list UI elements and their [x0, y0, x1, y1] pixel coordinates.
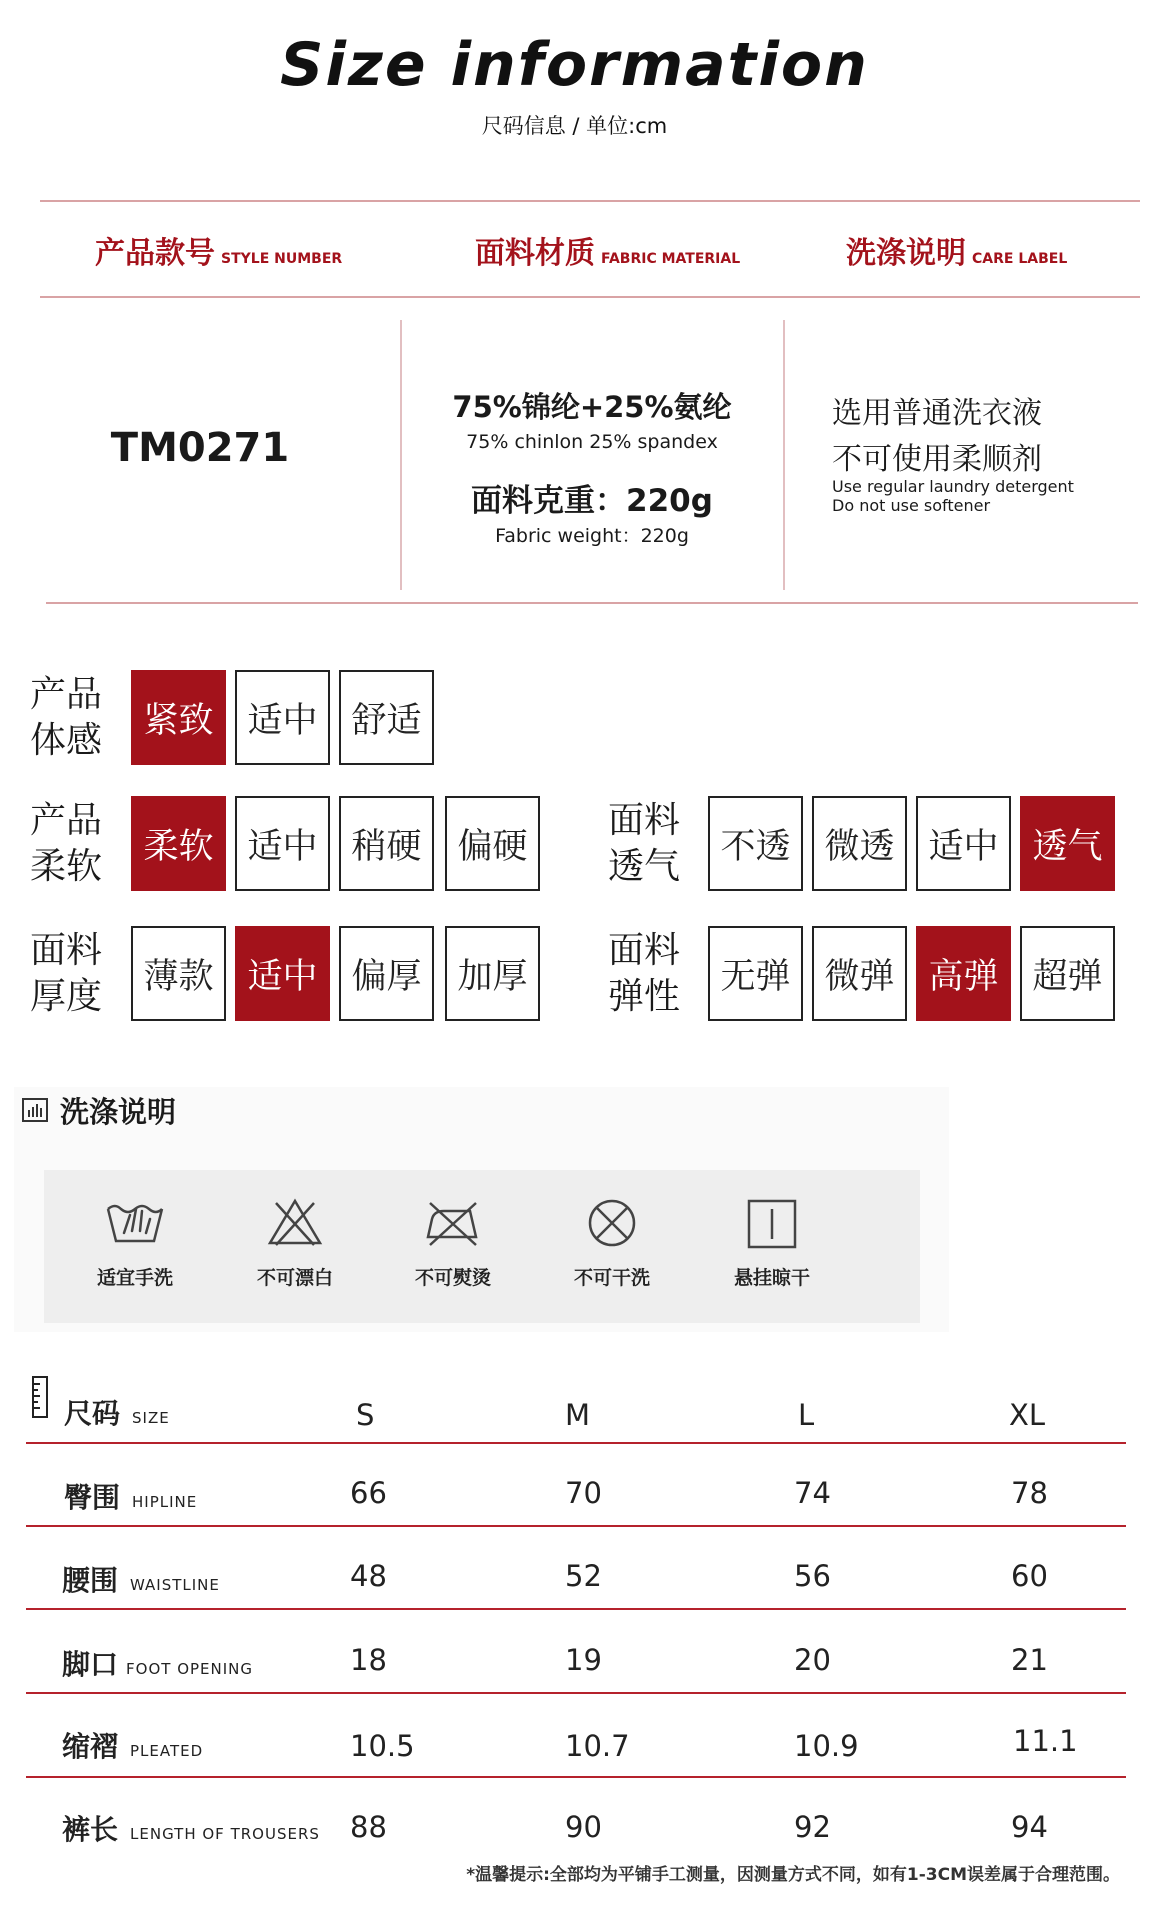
no-bleach-icon [262, 1195, 328, 1251]
fit-label-line2: 体感 [30, 720, 103, 761]
softness-option: 适中 [235, 796, 330, 891]
fit-option: 舒适 [339, 670, 434, 765]
table-divider [26, 1442, 1126, 1444]
table-divider [26, 1776, 1126, 1778]
no-iron-icon [420, 1195, 486, 1251]
thickness-option: 加厚 [445, 926, 540, 1021]
fabric-material-header [475, 228, 741, 271]
style-number-value: TM0271 [110, 425, 290, 471]
elasticity-label-line1: 面料 [608, 930, 681, 971]
measurement-note: *温馨提示:全部均为平铺手工测量，因测量方式不同，如有1-3CM误差属于合理范围。 [466, 1865, 1120, 1885]
breathability-option: 透气 [1020, 796, 1115, 891]
washing-item [65, 1195, 205, 1290]
washing-item [702, 1195, 842, 1290]
thickness-label [30, 928, 120, 1020]
softness-label-line1: 产品 [30, 800, 103, 841]
no-dry-clean-icon [579, 1195, 645, 1251]
care-line1-cn: 选用普通洗衣液 [832, 396, 1042, 431]
size-column-xl: XL [1009, 1398, 1046, 1432]
table-cell: 66 [350, 1476, 387, 1510]
no-dry-clean-label: 不可干洗 [573, 1267, 650, 1289]
hang-dry-label: 悬挂晾干 [733, 1267, 810, 1289]
row-label-en: FOOT OPENING [126, 1660, 254, 1678]
care-line2-en: Do not use softener [832, 496, 991, 515]
size-header [64, 1392, 170, 1432]
table-row-label [62, 1808, 320, 1848]
table-cell: 52 [565, 1559, 602, 1593]
thickness-option: 偏厚 [339, 926, 434, 1021]
fabric-weight-en: Fabric weight：220g [495, 525, 689, 547]
table-divider [26, 1525, 1126, 1527]
row-label-en: PLEATED [130, 1742, 204, 1760]
divider [40, 200, 1140, 202]
washing-item [383, 1195, 523, 1290]
table-row-label [62, 1559, 220, 1599]
softness-label [30, 798, 120, 890]
care-label-header [846, 228, 1068, 271]
hand-wash-icon [102, 1195, 168, 1251]
softness-option: 稍硬 [339, 796, 434, 891]
table-cell: 92 [794, 1810, 831, 1844]
fit-label-line1: 产品 [30, 674, 103, 715]
elasticity-option: 无弹 [708, 926, 803, 1021]
thickness-option: 适中 [235, 926, 330, 1021]
fabric-weight-cn: 面料克重：220g [471, 483, 713, 519]
table-cell: 78 [1011, 1476, 1048, 1510]
chart-icon-graphic [24, 1100, 46, 1120]
row-label-cn: 缩褶 [62, 1730, 119, 1763]
care-line2-cn: 不可使用柔顺剂 [832, 442, 1042, 477]
fabric-material-header-en: FABRIC MATERIAL [601, 251, 741, 267]
size-header-en: SIZE [132, 1409, 170, 1427]
washing-title: 洗涤说明 [60, 1095, 177, 1129]
no-iron-label: 不可熨烫 [414, 1267, 491, 1289]
table-cell: 21 [1011, 1643, 1048, 1677]
table-divider [26, 1692, 1126, 1694]
table-cell: 19 [565, 1643, 602, 1677]
style-number-header-cn: 产品款号 [95, 236, 215, 271]
fabric-material-header-cn: 面料材质 [475, 236, 595, 271]
softness-option: 偏硬 [445, 796, 540, 891]
elasticity-option: 高弹 [916, 926, 1011, 1021]
elasticity-label-line2: 弹性 [608, 976, 681, 1017]
elasticity-label [608, 928, 698, 1020]
washing-item [542, 1195, 682, 1290]
softness-option: 柔软 [131, 796, 226, 891]
care-label-header-en: CARE LABEL [972, 251, 1068, 267]
table-cell: 20 [794, 1643, 831, 1677]
style-number-header [95, 228, 343, 271]
fit-option: 适中 [235, 670, 330, 765]
thickness-option: 薄款 [131, 926, 226, 1021]
row-label-cn: 裤长 [62, 1813, 119, 1846]
table-cell: 10.7 [565, 1729, 630, 1763]
breathability-label-line1: 面料 [608, 800, 681, 841]
table-row-label [64, 1476, 197, 1516]
elasticity-option: 超弹 [1020, 926, 1115, 1021]
row-label-en: WAISTLINE [130, 1576, 220, 1594]
thickness-label-line2: 厚度 [30, 976, 103, 1017]
thickness-label-line1: 面料 [30, 930, 103, 971]
fabric-composition-en: 75% chinlon 25% spandex [466, 431, 718, 453]
table-cell: 88 [350, 1810, 387, 1844]
breathability-label [608, 798, 698, 890]
size-column-m: M [565, 1398, 591, 1432]
hang-dry-icon [739, 1195, 805, 1251]
table-cell: 60 [1011, 1559, 1048, 1593]
table-divider [26, 1608, 1126, 1610]
row-label-cn: 腰围 [62, 1564, 119, 1597]
fabric-composition-cn: 75%锦纶+25%氨纶 [452, 390, 732, 424]
size-column-s: S [356, 1398, 375, 1432]
table-cell: 74 [794, 1476, 831, 1510]
chart-icon [22, 1098, 48, 1122]
table-cell: 10.9 [794, 1729, 859, 1763]
row-label-cn: 臀围 [64, 1481, 121, 1514]
size-header-cn: 尺码 [64, 1397, 121, 1430]
table-cell: 90 [565, 1810, 602, 1844]
fit-option: 紧致 [131, 670, 226, 765]
ruler-icon [32, 1376, 48, 1418]
fit-label [30, 672, 120, 764]
care-line1-en: Use regular laundry detergent [832, 477, 1074, 496]
table-cell: 48 [350, 1559, 387, 1593]
care-label-header-cn: 洗涤说明 [846, 236, 966, 271]
divider [40, 296, 1140, 298]
breathability-option: 不透 [708, 796, 803, 891]
table-row-label [62, 1725, 203, 1765]
table-cell: 18 [350, 1643, 387, 1677]
row-label-cn: 脚口 [62, 1648, 119, 1681]
column-divider [400, 320, 402, 590]
table-row-label [62, 1643, 253, 1683]
column-divider [783, 320, 785, 590]
size-column-l: L [798, 1398, 815, 1432]
breathability-option: 适中 [916, 796, 1011, 891]
table-cell: 56 [794, 1559, 831, 1593]
table-cell: 70 [565, 1476, 602, 1510]
table-cell: 10.5 [350, 1729, 415, 1763]
softness-label-line2: 柔软 [30, 846, 103, 887]
row-label-en: HIPLINE [132, 1493, 198, 1511]
no-bleach-label: 不可漂白 [256, 1267, 333, 1289]
ruler-icon-graphic [34, 1378, 46, 1416]
breathability-label-line2: 透气 [608, 846, 681, 887]
table-cell: 11.1 [1013, 1724, 1078, 1758]
row-label-en: LENGTH OF TROUSERS [130, 1825, 320, 1843]
elasticity-option: 微弹 [812, 926, 907, 1021]
breathability-option: 微透 [812, 796, 907, 891]
page-subtitle: 尺码信息 / 单位:cm [481, 114, 668, 138]
divider [46, 602, 1138, 604]
washing-item [225, 1195, 365, 1290]
table-cell: 94 [1011, 1810, 1048, 1844]
hand-wash-label: 适宜手洗 [96, 1267, 173, 1289]
style-number-header-en: STYLE NUMBER [221, 251, 343, 267]
page-title: Size information [280, 30, 869, 100]
